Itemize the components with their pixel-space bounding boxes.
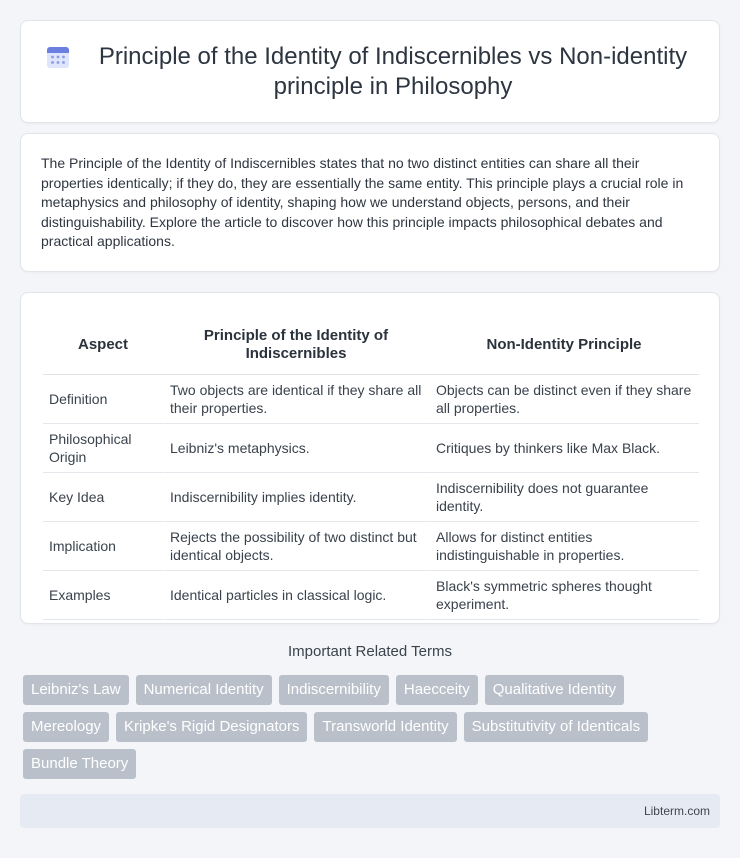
intro-text: The Principle of the Identity of Indiscernibles states that no two distinct entities can share all their properties identically; if they do, they are essentially the same entity. This principle plays a crucial role in metaphysics and philosophy of identity, shaping how we understand objects, persons, and their distinguishability. Explore the article to discover how this principle impacts philosophical debates and practical applications. xyxy=(41,155,684,249)
row-identity-value: Indiscernibility implies identity. xyxy=(163,473,429,522)
header xyxy=(21,21,719,122)
footer xyxy=(20,794,720,828)
table-row xyxy=(43,522,699,571)
related-term-tag[interactable]: Qualitative Identity xyxy=(485,675,624,705)
page-title: Principle of the Identity of Indiscernibles vs Non-identity principle in Philosophy xyxy=(98,42,688,100)
related-term-tag[interactable]: Indiscernibility xyxy=(279,675,389,705)
table-row xyxy=(43,375,699,424)
table-row xyxy=(43,473,699,522)
header-card xyxy=(20,20,720,123)
intro-card xyxy=(20,133,720,272)
header-aspect: Aspect xyxy=(43,315,163,375)
row-non-identity-value: Critiques by thinkers like Max Black. xyxy=(429,424,699,473)
table-row xyxy=(43,424,699,473)
related-term-tag[interactable]: Numerical Identity xyxy=(136,675,272,705)
row-identity-value: Rejects the possibility of two distinct but identical objects. xyxy=(163,522,429,571)
related-term-tag[interactable]: Substitutivity of Identicals xyxy=(464,712,648,742)
row-aspect: Examples xyxy=(43,571,163,620)
related-terms-title: Important Related Terms xyxy=(288,643,452,660)
related-term-tag[interactable]: Leibniz's Law xyxy=(23,675,129,705)
table-header-row xyxy=(43,315,699,375)
row-aspect: Philosophical Origin xyxy=(43,424,163,473)
related-term-tag[interactable]: Kripke's Rigid Designators xyxy=(116,712,307,742)
row-non-identity-value: Objects can be distinct even if they share all properties. xyxy=(429,375,699,424)
row-identity-value: Two objects are identical if they share all their properties. xyxy=(163,375,429,424)
related-term-tag[interactable]: Haecceity xyxy=(396,675,478,705)
related-terms-list xyxy=(23,675,713,779)
footer-brand-link[interactable]: Libterm.com xyxy=(643,804,710,818)
calendar-icon xyxy=(45,44,71,70)
related-term-tag[interactable]: Bundle Theory xyxy=(23,749,136,779)
header-identity-of-indiscernibles: Principle of the Identity of Indiscernibles xyxy=(163,315,429,375)
related-term-tag[interactable]: Mereology xyxy=(23,712,109,742)
related-term-tag[interactable]: Transworld Identity xyxy=(314,712,456,742)
row-non-identity-value: Allows for distinct entities indistinguishable in properties. xyxy=(429,522,699,571)
comparison-table xyxy=(43,315,699,620)
row-aspect: Implication xyxy=(43,522,163,571)
row-non-identity-value: Black's symmetric spheres thought experiment. xyxy=(429,571,699,620)
row-aspect: Key Idea xyxy=(43,473,163,522)
header-non-identity: Non-Identity Principle xyxy=(429,315,699,375)
row-identity-value: Leibniz's metaphysics. xyxy=(163,424,429,473)
table-row xyxy=(43,571,699,620)
comparison-card xyxy=(20,292,720,624)
row-aspect: Definition xyxy=(43,375,163,424)
row-identity-value: Identical particles in classical logic. xyxy=(163,571,429,620)
row-non-identity-value: Indiscernibility does not guarantee identity. xyxy=(429,473,699,522)
